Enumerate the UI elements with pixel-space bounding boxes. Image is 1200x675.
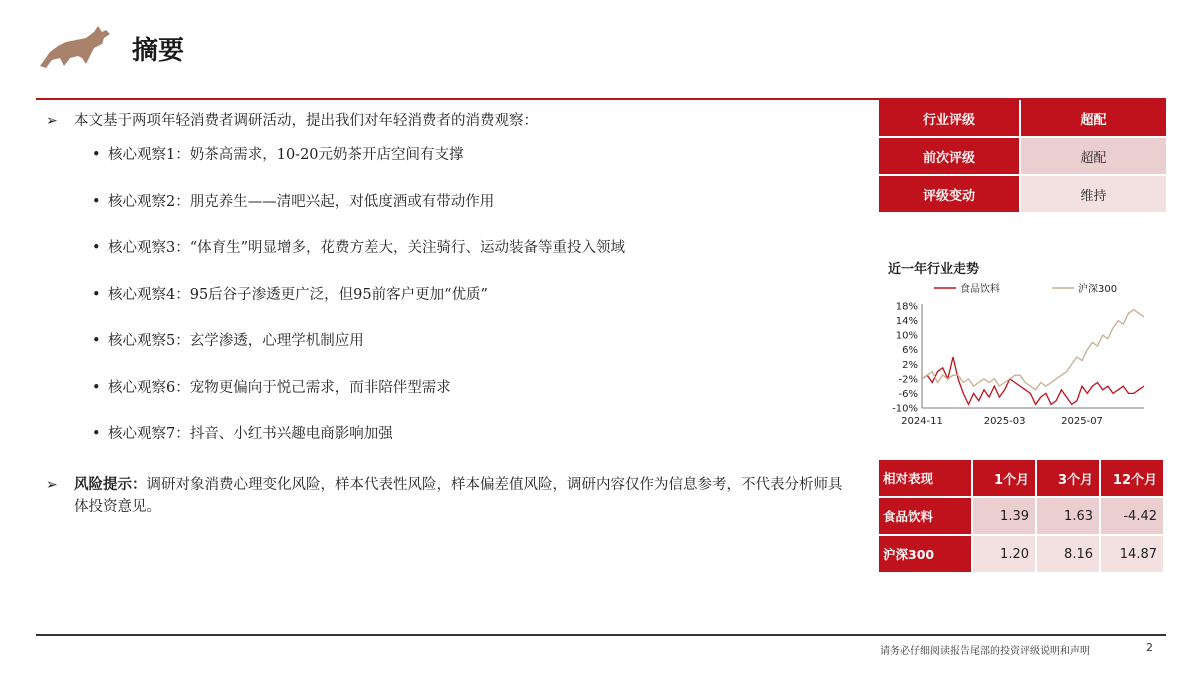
observation-item: [46, 237, 856, 284]
performance-cell: -4.42: [1101, 498, 1163, 534]
x-tick-label: 2025-07: [1061, 416, 1103, 427]
performance-header-cell: 相对表现: [879, 460, 971, 496]
dot-bullet-icon: •: [92, 147, 101, 163]
performance-cell: 1.63: [1037, 498, 1099, 534]
performance-table: [879, 460, 1166, 574]
observation-text: 核心观察1：奶茶高需求，10-20元奶茶开店空间有支撑: [108, 147, 464, 163]
observation-text: 核心观察2：朋克养生——清吧兴起，对低度酒或有带动作用: [108, 193, 495, 210]
risk-label: 风险提示：: [74, 475, 147, 493]
rating-label: 评级变动: [879, 176, 1019, 212]
performance-row-name: 沪深300: [879, 536, 971, 572]
summary-intro: [46, 110, 856, 132]
page-title: 摘要: [132, 36, 185, 66]
industry-trend-chart: [878, 276, 1168, 436]
risk-warning: [46, 474, 856, 518]
y-tick-label: 14%: [895, 316, 918, 328]
y-tick-label: -2%: [898, 374, 918, 386]
performance-cell: 14.87: [1101, 536, 1163, 572]
bull-logo-icon: [36, 22, 116, 74]
footer-disclaimer: 请务必仔细阅读报告尾部的投资评级说明和声明: [880, 646, 1090, 657]
observation-text: 核心观察7：抖音、小红书兴趣电商影响加强: [108, 426, 393, 442]
observation-item: [46, 144, 856, 191]
dot-bullet-icon: •: [92, 193, 101, 210]
x-tick-label: 2025-03: [983, 416, 1026, 427]
dot-bullet-icon: •: [92, 333, 101, 349]
y-tick-label: 18%: [895, 301, 918, 313]
performance-row: [879, 536, 1166, 572]
rating-label: 前次评级: [879, 138, 1019, 174]
chart-title: 近一年行业走势: [888, 262, 980, 277]
performance-cell: 8.16: [1037, 536, 1099, 572]
dot-bullet-icon: •: [92, 240, 101, 256]
performance-header-row: [879, 460, 1166, 496]
performance-header-cell: 12个月: [1101, 460, 1163, 496]
rating-row: [879, 176, 1166, 212]
rating-value: 维持: [1021, 176, 1166, 212]
page-number: 2: [1146, 641, 1153, 654]
x-tick-label: 2024-11: [901, 416, 943, 427]
summary-intro-text: 本文基于两项年轻消费者调研活动，提出我们对年轻消费者的消费观察：: [74, 113, 538, 129]
observation-text: 核心观察5：玄学渗透，心理学机制应用: [108, 333, 364, 349]
y-tick-label: -10%: [892, 403, 918, 415]
summary-section: [46, 110, 856, 518]
legend-label: 沪深300: [1078, 284, 1118, 295]
rating-value: 超配: [1021, 100, 1166, 136]
legend-label: 食品饮料: [960, 284, 1000, 295]
series-line: [922, 310, 1144, 390]
y-tick-label: 6%: [902, 345, 918, 357]
performance-header-cell: 3个月: [1037, 460, 1099, 496]
rating-row: [879, 100, 1166, 136]
observation-item: [46, 330, 856, 377]
observation-text: 核心观察6：宠物更偏向于悦己需求，而非陪伴型需求: [108, 379, 451, 396]
y-tick-label: -6%: [898, 388, 918, 400]
dot-bullet-icon: •: [92, 286, 101, 303]
performance-row-name: 食品饮料: [879, 498, 971, 534]
performance-cell: 1.20: [973, 536, 1035, 572]
observation-item: [46, 284, 856, 331]
rating-label: 行业评级: [879, 100, 1019, 136]
observation-item: [46, 191, 856, 238]
y-tick-label: 10%: [895, 330, 918, 342]
dot-bullet-icon: •: [92, 379, 101, 396]
performance-row: [879, 498, 1166, 534]
performance-cell: 1.39: [973, 498, 1035, 534]
arrow-bullet-icon: ➢: [46, 113, 58, 129]
observation-text: 核心观察4：95后谷子渗透更广泛，但95前客户更加“优质”: [108, 286, 488, 303]
dot-bullet-icon: •: [92, 426, 101, 442]
observation-item: [46, 423, 856, 470]
observation-list: [46, 144, 856, 470]
rating-row: [879, 138, 1166, 174]
observation-item: [46, 377, 856, 424]
risk-text: 调研对象消费心理变化风险，样本代表性风险，样本偏差值风险，调研内容仅作为信息参考，不代表分析师具体投资意见。: [74, 476, 843, 515]
footer-divider: [36, 634, 1166, 636]
rating-table: [879, 100, 1166, 214]
performance-header-cell: 1个月: [973, 460, 1035, 496]
rating-value: 超配: [1021, 138, 1166, 174]
observation-text: 核心观察3：“体育生”明显增多，花费方差大，关注骑行、运动装备等重投入领域: [108, 240, 626, 256]
series-line: [922, 357, 1144, 404]
y-tick-label: 2%: [902, 359, 918, 371]
arrow-bullet-icon: ➢: [46, 476, 58, 493]
